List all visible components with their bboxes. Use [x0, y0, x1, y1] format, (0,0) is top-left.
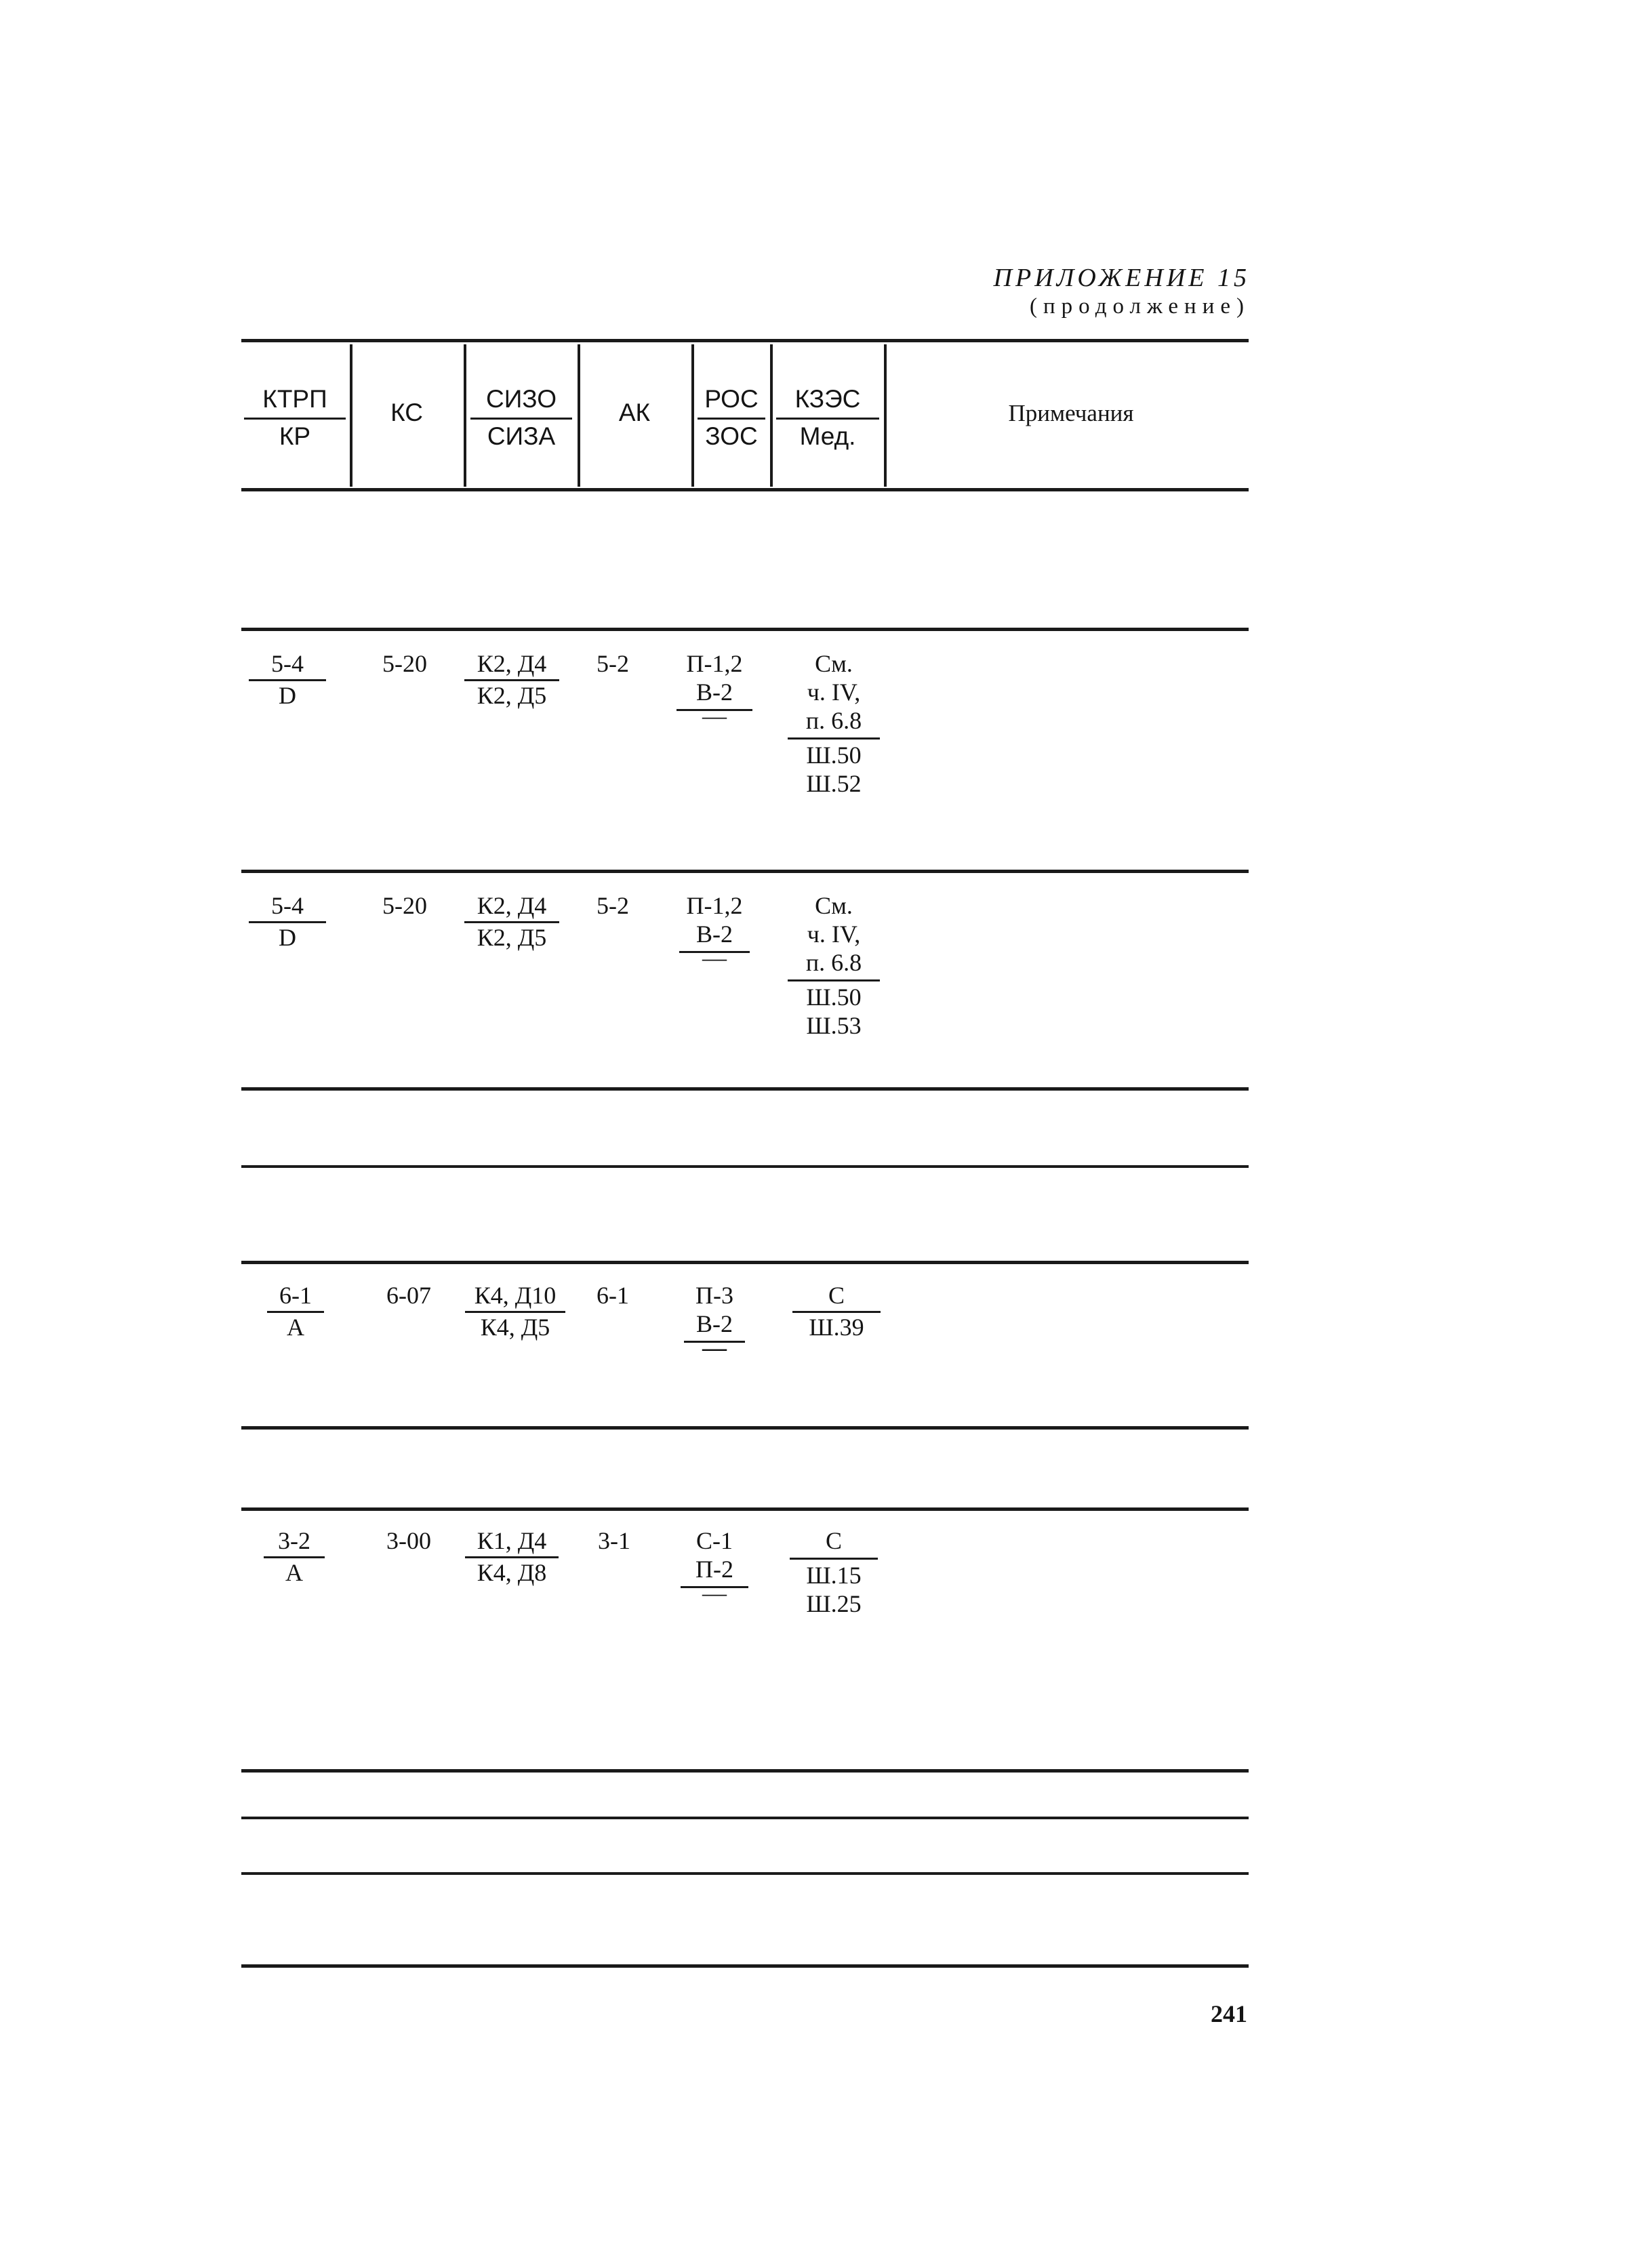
cell-med-line: Ш.25	[806, 1590, 862, 1617]
row-rule	[241, 870, 1249, 873]
cell-kzes-med	[786, 891, 881, 1040]
row-rule	[241, 1872, 1249, 1875]
header-kzes-med	[774, 385, 881, 451]
column-divider	[770, 344, 773, 487]
header-ktrp-kr	[244, 385, 346, 451]
cell-kzes-line: С	[825, 1527, 842, 1554]
header-notes: Примечания	[1008, 400, 1134, 426]
cell-kzes-med	[786, 649, 881, 798]
cell-ros-zos	[674, 1281, 755, 1361]
cell-kr: A	[287, 1314, 304, 1341]
cell-kzes-med	[786, 1526, 881, 1618]
cell-ak: 5-2	[597, 892, 629, 919]
cell-med-line: Ш.15	[806, 1562, 862, 1589]
cell-zos: —	[702, 944, 727, 971]
header-ktrp: КТРП	[262, 385, 327, 413]
cell-zos: —	[702, 1579, 727, 1606]
cell-med-line: Ш.50	[806, 742, 862, 769]
header-zos: ЗОС	[705, 422, 758, 450]
cell-ktrp-kr	[255, 1281, 336, 1341]
page-number: 241	[1211, 2000, 1247, 2027]
column-divider	[578, 344, 580, 487]
cell-ros-line: В-2	[696, 920, 733, 948]
cell-med-line: Ш.50	[806, 984, 862, 1011]
cell-kzes-line: См.	[815, 892, 853, 919]
fraction-bar	[788, 737, 880, 740]
cell-ktrp: 6-1	[279, 1282, 312, 1309]
row-rule	[241, 1507, 1249, 1511]
cell-ak: 3-1	[598, 1527, 630, 1554]
cell-ks: 3-00	[386, 1527, 431, 1554]
cell-kzes-line: п. 6.8	[805, 707, 862, 734]
cell-zos: —	[702, 702, 727, 729]
table-header-bottom-rule	[241, 488, 1249, 491]
cell-ktrp-kr	[247, 891, 328, 952]
row-rule	[241, 1817, 1249, 1819]
cell-sizo-siza	[461, 649, 563, 710]
cell-ktrp: 5-4	[271, 892, 304, 919]
header-ak: АК	[618, 399, 651, 426]
cell-med-line: Ш.53	[806, 1012, 862, 1039]
cell-sizo-siza	[461, 891, 563, 952]
row-rule	[241, 1261, 1249, 1264]
header-ks: КС	[390, 399, 423, 426]
header-med: Мед.	[799, 422, 856, 450]
cell-kr: A	[285, 1559, 303, 1586]
table-top-rule	[241, 339, 1249, 342]
cell-ktrp-kr	[247, 649, 328, 710]
cell-ks: 6-07	[386, 1282, 431, 1309]
cell-kzes-line: См.	[815, 650, 853, 677]
cell-sizo: К2, Д4	[477, 650, 547, 677]
cell-ros-line: П-3	[695, 1282, 733, 1309]
cell-ros-line: П-2	[695, 1556, 733, 1583]
fraction-bar	[790, 1558, 878, 1560]
cell-sizo-siza	[461, 1526, 563, 1587]
column-divider	[464, 344, 466, 487]
cell-ak: 6-1	[597, 1282, 629, 1309]
column-divider	[691, 344, 694, 487]
cell-ros-line: С-1	[696, 1527, 733, 1554]
cell-kzes-line: ч. IV,	[807, 920, 861, 948]
header-kzes: КЗЭС	[794, 385, 861, 413]
fraction-bar	[788, 979, 880, 981]
appendix-subtitle: (продолжение)	[1030, 294, 1250, 319]
appendix-title: ПРИЛОЖЕНИЕ 15	[993, 264, 1250, 292]
cell-siza: К4, Д8	[477, 1559, 547, 1586]
cell-siza: К2, Д5	[477, 924, 547, 951]
cell-ros-line: П-1,2	[686, 650, 743, 677]
row-rule	[241, 1165, 1249, 1168]
cell-ks: 5-20	[382, 892, 427, 919]
cell-ros-line: П-1,2	[686, 892, 743, 919]
cell-siza: К2, Д5	[477, 682, 547, 709]
cell-ktrp: 3-2	[278, 1527, 310, 1554]
cell-sizo: К2, Д4	[477, 892, 547, 919]
cell-ak: 5-2	[597, 650, 629, 677]
table-bottom-rule	[241, 1964, 1249, 1968]
cell-siza: К4, Д5	[480, 1314, 550, 1341]
cell-ks: 5-20	[382, 650, 427, 677]
column-divider	[350, 344, 352, 487]
row-rule	[241, 1087, 1249, 1091]
cell-sizo: К1, Д4	[477, 1527, 547, 1554]
cell-med-line: Ш.52	[806, 770, 862, 797]
cell-kr: D	[279, 924, 296, 951]
row-rule	[241, 1769, 1249, 1773]
cell-ktrp: 5-4	[271, 650, 304, 677]
header-kr: КР	[279, 422, 311, 450]
cell-ros-zos	[667, 649, 762, 729]
header-ros: РОС	[704, 385, 759, 413]
cell-kzes: С	[828, 1282, 845, 1309]
cell-kzes-line: ч. IV,	[807, 679, 861, 706]
cell-kzes-med	[789, 1281, 884, 1341]
row-rule	[241, 1426, 1249, 1430]
header-ros-zos	[695, 385, 767, 451]
cell-ros-line: В-2	[696, 679, 733, 706]
cell-ros-zos	[667, 891, 762, 971]
row-rule	[241, 628, 1249, 631]
cell-med: Ш.39	[809, 1314, 864, 1341]
cell-ros-line: В-2	[696, 1310, 733, 1337]
cell-sizo-siza	[461, 1281, 569, 1341]
cell-zos: —	[702, 1334, 727, 1361]
column-divider	[884, 344, 887, 487]
cell-kzes-line: п. 6.8	[805, 949, 862, 976]
header-siza: СИЗА	[487, 422, 556, 450]
cell-ros-zos	[667, 1526, 762, 1606]
cell-sizo: К4, Д10	[474, 1282, 557, 1309]
cell-kr: D	[279, 682, 296, 709]
cell-ktrp-kr	[254, 1526, 335, 1587]
header-sizo-siza	[470, 385, 572, 451]
header-sizo: СИЗО	[485, 385, 557, 413]
